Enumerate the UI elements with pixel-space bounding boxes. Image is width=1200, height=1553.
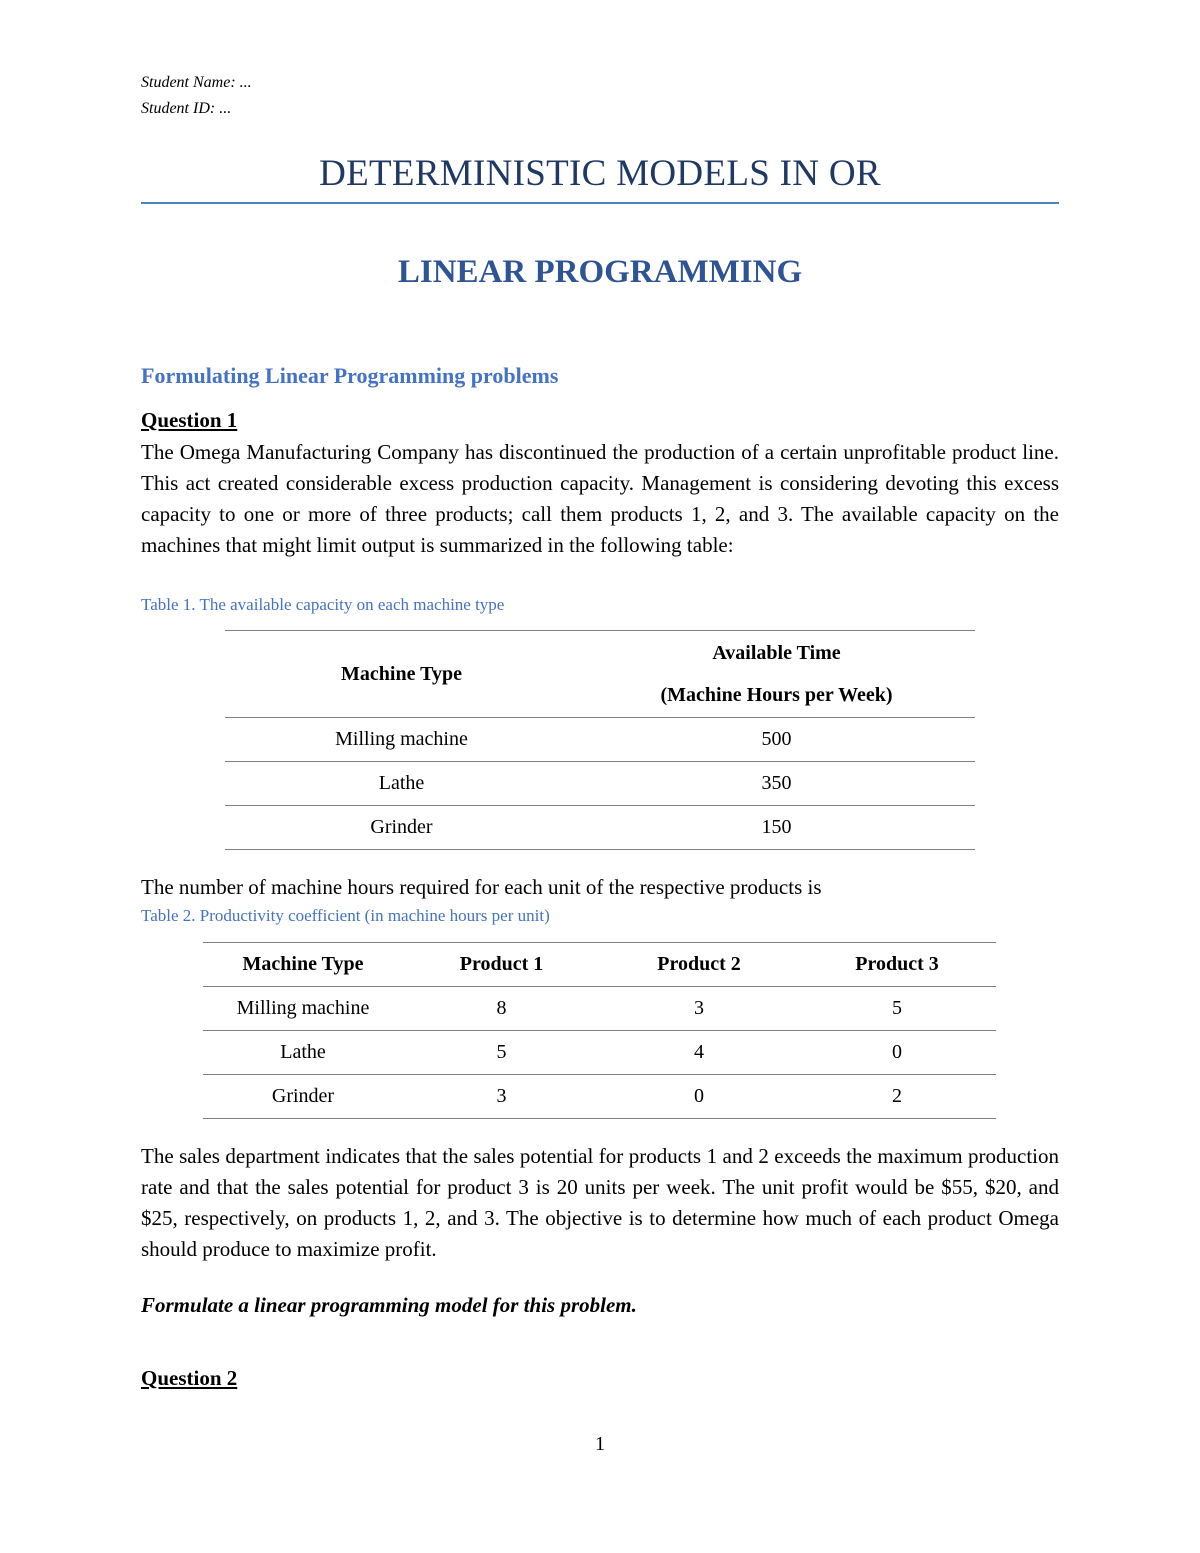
table-row xyxy=(203,987,996,1031)
machine-cell: Lathe xyxy=(280,1041,326,1063)
table-row xyxy=(203,1031,996,1075)
product-3-cell: 5 xyxy=(892,997,902,1019)
header-available-time-line2: (Machine Hours per Week) xyxy=(660,684,893,706)
machine-cell: Milling machine xyxy=(236,997,370,1019)
header-available-time xyxy=(578,631,975,718)
table-1-caption: Table 1. The available capacity on each machine type xyxy=(141,595,505,614)
header-product-1: Product 1 xyxy=(459,953,544,975)
machine-cell: Lathe xyxy=(378,772,425,794)
question-1-heading: Question 1 xyxy=(141,408,238,432)
table-2-caption: Table 2. Productivity coefficient (in machine hours per unit) xyxy=(141,906,550,925)
header-available-time-line1: Available Time xyxy=(712,642,841,664)
product-2-cell: 0 xyxy=(694,1085,704,1107)
product-3-cell: 0 xyxy=(892,1041,902,1063)
document-title: DETERMINISTIC MODELS IN OR xyxy=(319,153,881,194)
question-1-paragraph-3: The sales department indicates that the sales potential for products 1 and 2 exceeds the maximum production rate and that the sales potential for product 3 is 20 units per week. The unit profit would be $55, $20, and $25, respectively, on products 1, 2, and 3. The objective is to determine how much of each product Omega should produce to maximize profit. xyxy=(141,1144,1059,1261)
machine-cell: Grinder xyxy=(370,816,433,838)
question-1-instruction: Formulate a linear programming model for this problem. xyxy=(141,1293,637,1317)
header-product-3: Product 3 xyxy=(855,953,939,975)
table-row xyxy=(203,1075,996,1119)
student-id-line: Student ID: ... xyxy=(141,100,232,117)
machine-cell: Grinder xyxy=(271,1085,335,1107)
productivity-table xyxy=(203,942,996,1119)
product-3-cell: 2 xyxy=(892,1085,902,1107)
product-1-cell: 3 xyxy=(496,1085,507,1107)
capacity-table xyxy=(225,630,975,850)
machine-cell: Milling machine xyxy=(335,728,468,750)
header-machine-type: Machine Type xyxy=(341,662,462,685)
hours-cell: 150 xyxy=(761,816,792,838)
student-name-line: Student Name: ... xyxy=(141,74,252,91)
document-subtitle: LINEAR PROGRAMMING xyxy=(397,254,803,290)
product-1-cell: 5 xyxy=(496,1041,507,1063)
header-product-2: Product 2 xyxy=(657,953,741,975)
question-1-paragraph-2: The number of machine hours required for each unit of the respective products is xyxy=(141,875,822,899)
table-row xyxy=(225,762,975,806)
page-number: 1 xyxy=(595,1433,605,1455)
student-info xyxy=(141,70,252,122)
hours-cell: 350 xyxy=(761,772,792,794)
table-row xyxy=(225,806,975,850)
title-underline-rule xyxy=(141,202,1059,204)
table-header-row xyxy=(203,943,996,987)
product-1-cell: 8 xyxy=(496,997,507,1019)
table-header-row xyxy=(225,631,975,718)
product-2-cell: 3 xyxy=(694,997,704,1019)
section-heading: Formulating Linear Programming problems xyxy=(141,363,559,388)
question-2-heading: Question 2 xyxy=(141,1366,238,1390)
hours-cell: 500 xyxy=(761,728,792,750)
product-2-cell: 4 xyxy=(694,1041,704,1063)
table-row xyxy=(225,718,975,762)
header-machine-type: Machine Type xyxy=(242,953,364,975)
question-1-paragraph-1: The Omega Manufacturing Company has discontinued the production of a certain unprofitable product line. This act created considerable excess production capacity. Management is considering devoting this excess capacity to one or more of three products; call them products 1, 2, and 3. The available capacity on the machines that might limit output is summarized in the following table: xyxy=(141,440,1059,557)
